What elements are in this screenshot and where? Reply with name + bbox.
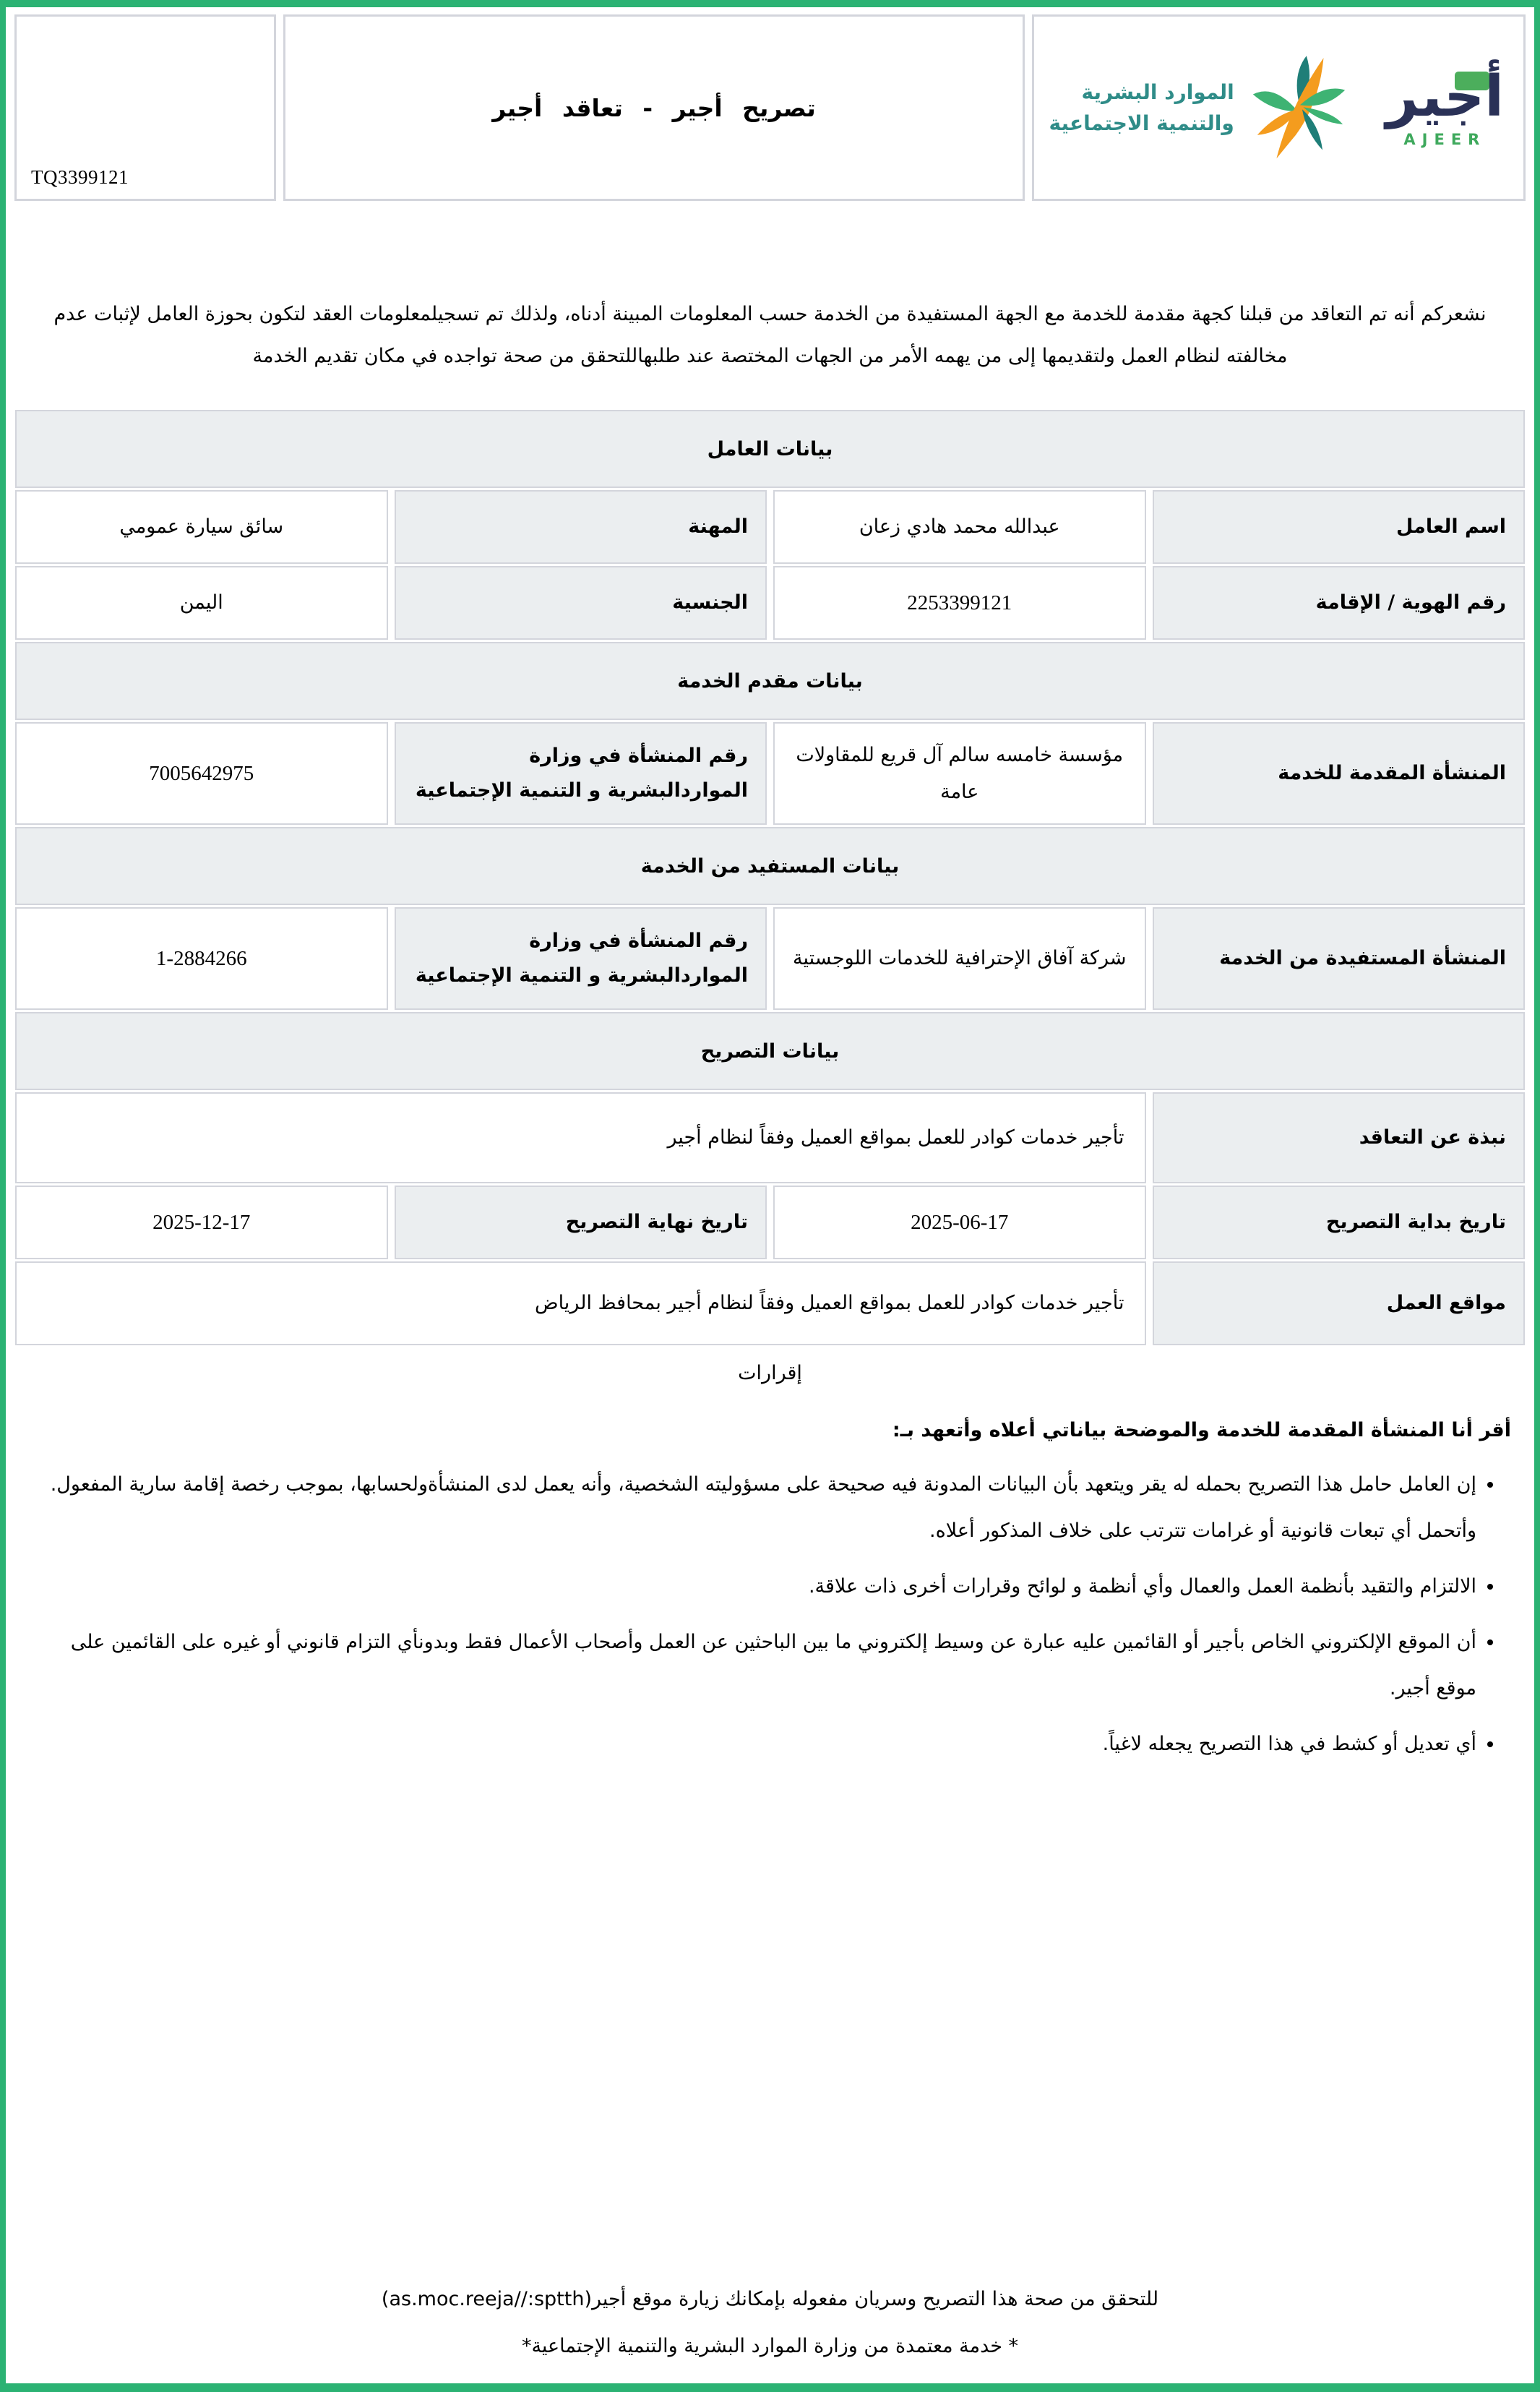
- header: [14, 14, 1526, 201]
- end-date-value: 2025-12-17: [15, 1186, 388, 1259]
- contract-summary-label: نبذة عن التعاقد: [1153, 1092, 1526, 1183]
- declaration-item: • أن الموقع الإلكتروني الخاص بأجير أو القائمين عليه عبارة عن وسيط إلكتروني ما بين الباحثين عن العمل وأصحاب الأعمال فقط وبدونأي التزام قانوني أو غيره على القائمين على موقع أجير.: [35, 1619, 1476, 1711]
- ministry-emblem-icon: [1244, 51, 1351, 165]
- table-row: [15, 722, 1525, 825]
- start-date-value: 2025-06-17: [773, 1186, 1146, 1259]
- table-row: [15, 1186, 1525, 1259]
- declaration-item: • الالتزام والتقيد بأنظمة العمل والعمال وأي أنظمة و لوائح وقرارات أخرى ذات علاقة.: [35, 1564, 1476, 1609]
- table-row: [15, 907, 1525, 1010]
- verify-line: [6, 2276, 1534, 2323]
- table-row: [15, 490, 1525, 564]
- profession-value: سائق سيارة عمومي: [15, 490, 388, 564]
- beneficiary-name-value: شركة آفاق الإحترافية للخدمات اللوجستية: [773, 907, 1146, 1010]
- page-title: تصريح أجير - تعاقد أجير: [492, 93, 816, 122]
- provider-number-value: 7005642975: [15, 722, 388, 825]
- ajeer-logo-latin: AJEER: [1403, 130, 1487, 148]
- nationality-value: اليمن: [15, 566, 388, 640]
- nationality-label: الجنسية: [395, 566, 767, 640]
- permit-number: TQ3399121: [31, 166, 129, 188]
- header-logos-box: [1032, 14, 1526, 201]
- beneficiary-name-label: المنشأة المستفيدة من الخدمة: [1153, 907, 1526, 1010]
- id-number-label: رقم الهوية / الإقامة: [1153, 566, 1526, 640]
- permit-data-table: [9, 408, 1531, 1347]
- verify-url: (as.moc.reeja//:sptth): [381, 2288, 592, 2311]
- worker-name-label: اسم العامل: [1153, 490, 1526, 564]
- section-header-worker: بيانات العامل: [15, 410, 1525, 488]
- declaration-item: • أي تعديل أو كشط في هذا التصريح يجعله لاغياً.: [35, 1721, 1476, 1767]
- permit-number-box: [14, 14, 276, 201]
- contract-summary-value: تأجير خدمات كوادر للعمل بمواقع العميل وفقاً لنظام أجير: [15, 1092, 1146, 1183]
- declarations-intro: أقر أنا المنشأة المقدمة للخدمة والموضحة بياناتي أعلاه وأتعهد بـ:: [892, 1419, 1511, 1442]
- declaration-item: • إن العامل حامل هذا التصريح بحمله له يقر ويتعهد بأن البيانات المدونة فيه صحيحة على مسؤوليته الشخصية، وأنه يعمل لدى المنشأةولحسابها، بموجب رخصة إقامة سارية المفعول. وأتحمل أي تبعات قانونية أو غرامات تترتب على خلاف المذكور أعلاه.: [35, 1462, 1476, 1553]
- title-box: [283, 14, 1024, 201]
- intro-paragraph: نشعركم أنه تم التعاقد من قبلنا كجهة مقدمة للخدمة مع الجهة المستفيدة من الخدمة حسب المعلومات المبينة أدناه، ولذلك تم تسجيلمعلومات العقد لتكون بحوزة العامل لإثبات عدم مخالفته لنظام العمل ولتقديمها إلى من يهمه الأمر من الجهات المختصة عند طلبهاللتحقق من صحة تواجده في مكان تقديم الخدمة: [53, 303, 1487, 368]
- end-date-label: تاريخ نهاية التصريح: [395, 1186, 767, 1259]
- profession-label: المهنة: [395, 490, 767, 564]
- table-row: [15, 566, 1525, 640]
- verify-text: للتحقق من صحة هذا التصريح وسريان مفعوله بإمكانك زيارة موقع أجير: [592, 2288, 1159, 2311]
- ajeer-logo: [1382, 64, 1508, 148]
- footer: [6, 2276, 1534, 2370]
- section-header-permit: بيانات التصريح: [15, 1012, 1525, 1090]
- start-date-label: تاريخ بداية التصريح: [1153, 1186, 1526, 1259]
- work-locations-value: تأجير خدمات كوادر للعمل بمواقع العميل وفقاً لنظام أجير بمحافظ الرياض: [15, 1261, 1146, 1345]
- provider-number-label: رقم المنشأة في وزارة المواردالبشرية و التنمية الإجتماعية: [395, 722, 767, 825]
- table-row: [15, 1261, 1525, 1345]
- id-number-value: 2253399121: [773, 566, 1146, 640]
- declarations-list: [35, 1462, 1505, 1767]
- ministry-logo: [1049, 51, 1351, 165]
- beneficiary-number-value: 1-2884266: [15, 907, 388, 1010]
- beneficiary-number-label: رقم المنشأة في وزارة المواردالبشرية و التنمية الإجتماعية: [395, 907, 767, 1010]
- approved-note: * خدمة معتمدة من وزارة الموارد البشرية والتنمية الإجتماعية*: [521, 2335, 1019, 2358]
- ministry-name-line1: الموارد البشرية: [1081, 80, 1234, 104]
- worker-name-value: عبدالله محمد هادي زعان: [773, 490, 1146, 564]
- section-header-beneficiary: بيانات المستفيد من الخدمة: [15, 827, 1525, 905]
- ajeer-logo-arabic: أجير: [1385, 64, 1505, 129]
- declarations-title: إقرارات: [738, 1362, 802, 1385]
- ministry-name: [1049, 77, 1234, 140]
- work-locations-label: مواقع العمل: [1153, 1261, 1526, 1345]
- section-header-provider: بيانات مقدم الخدمة: [15, 642, 1525, 720]
- ministry-name-line2: والتنمية الاجتماعية: [1049, 111, 1234, 135]
- table-row: [15, 1092, 1525, 1183]
- provider-name-value: مؤسسة خامسه سالم آل قريع للمقاولات عامة: [773, 722, 1146, 825]
- provider-name-label: المنشأة المقدمة للخدمة: [1153, 722, 1526, 825]
